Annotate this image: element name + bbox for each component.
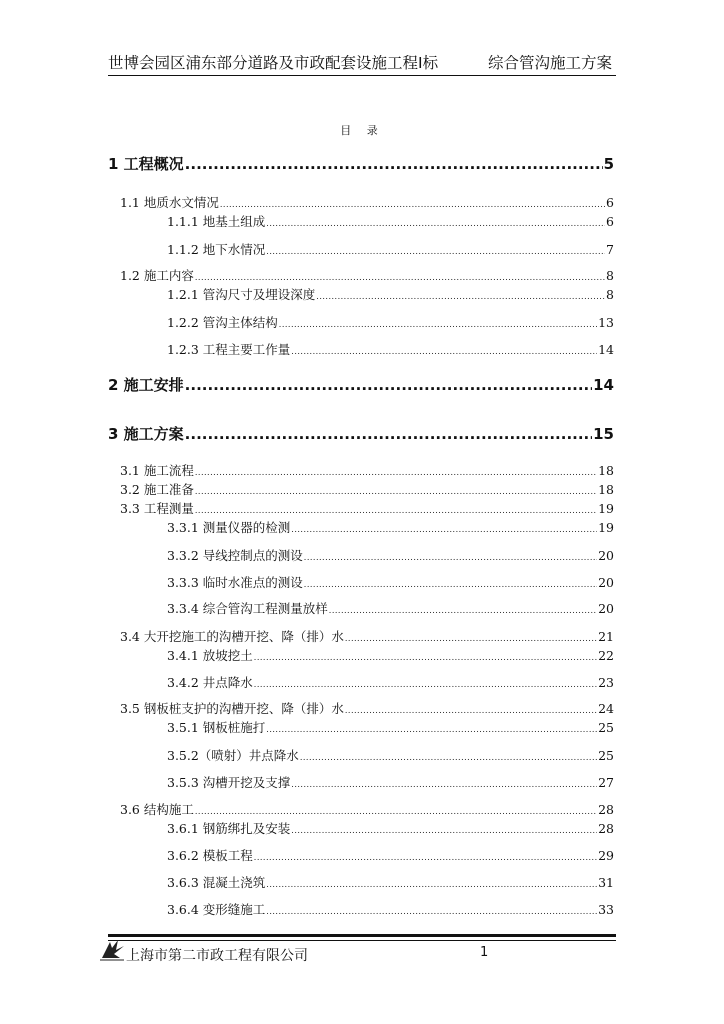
toc-entry[interactable]: 3.3.2 导线控制点的测设 ..... 20 — [167, 546, 614, 564]
toc-entry[interactable]: 3.3.3 临时水准点的测设 ..... 20 — [167, 573, 614, 591]
document-title: 综合管沟施工方案 — [487, 54, 612, 72]
toc-entry[interactable]: 2 施工安排 ..... 14 — [108, 374, 614, 395]
footer-company: 上海市第二市政工程有限公司 — [126, 948, 308, 964]
project-title: 世博会园区浦东部分道路及市政配套设施工程Ⅰ标 — [108, 54, 439, 72]
toc-entry[interactable]: 3.6 结构施工 ..... 28 — [120, 800, 614, 818]
company-logo-icon — [98, 938, 126, 962]
footer-rule — [108, 934, 616, 937]
footer-page-number: 1 — [480, 945, 489, 960]
toc-entry[interactable]: 1 工程概况 ..... 5 — [108, 153, 614, 174]
toc-entry[interactable]: 3.5.2（喷射）井点降水 ..... 25 — [167, 746, 614, 764]
toc-entry[interactable]: 3.6.4 变形缝施工 ..... 33 — [167, 900, 614, 918]
toc-title: 目 录 — [340, 124, 384, 137]
toc-entry[interactable]: 3.4.2 井点降水 ..... 23 — [167, 673, 614, 691]
toc-entry[interactable]: 3.2 施工准备 ..... 18 — [120, 480, 614, 498]
toc-entry[interactable]: 1.1.1 地基土组成 ..... 6 — [167, 212, 614, 230]
toc-entry[interactable]: 1.1.2 地下水情况 ..... 7 — [167, 240, 614, 258]
toc-entry[interactable]: 3.4 大开挖施工的沟槽开挖、降（排）水 ..... 21 — [120, 627, 614, 645]
toc-entry[interactable]: 1.2.3 工程主要工作量 ..... 14 — [167, 340, 614, 358]
page-header — [108, 49, 616, 73]
toc-entry[interactable]: 3.5.3 沟槽开挖及支撑 ..... 27 — [167, 773, 614, 791]
toc-entry[interactable]: 1.2.1 管沟尺寸及埋设深度 ..... 8 — [167, 285, 614, 303]
toc-entry[interactable]: 3.3.4 综合管沟工程测量放样 ..... 20 — [167, 599, 614, 617]
toc-entry[interactable]: 3.3 工程测量 ..... 19 — [120, 499, 614, 517]
footer-rule-thin — [108, 940, 616, 941]
toc-entry[interactable]: 1.2.2 管沟主体结构 ..... 13 — [167, 313, 614, 331]
toc-entry[interactable]: 1.1 地质水文情况 ..... 6 — [120, 193, 614, 211]
toc-entry[interactable]: 3.5.1 钢板桩施打 ..... 25 — [167, 718, 614, 736]
toc-entry[interactable]: 1.2 施工内容 ..... 8 — [120, 266, 614, 284]
toc-entry[interactable]: 3.1 施工流程 ..... 18 — [120, 461, 614, 479]
header-rule — [108, 75, 616, 76]
toc-entry[interactable]: 3.6.1 钢筋绑扎及安装 ..... 28 — [167, 819, 614, 837]
toc-entry[interactable]: 3.4.1 放坡挖土 ..... 22 — [167, 646, 614, 664]
toc-entry[interactable]: 3.3.1 测量仪器的检测 ..... 19 — [167, 518, 614, 536]
toc-entry[interactable]: 3.5 钢板桩支护的沟槽开挖、降（排）水 ..... 24 — [120, 699, 614, 717]
toc-entry[interactable]: 3.6.2 模板工程 ..... 29 — [167, 846, 614, 864]
toc-entry[interactable]: 3.6.3 混凝土浇筑 ..... 31 — [167, 873, 614, 891]
toc-entry[interactable]: 3 施工方案 ..... 15 — [108, 423, 614, 444]
